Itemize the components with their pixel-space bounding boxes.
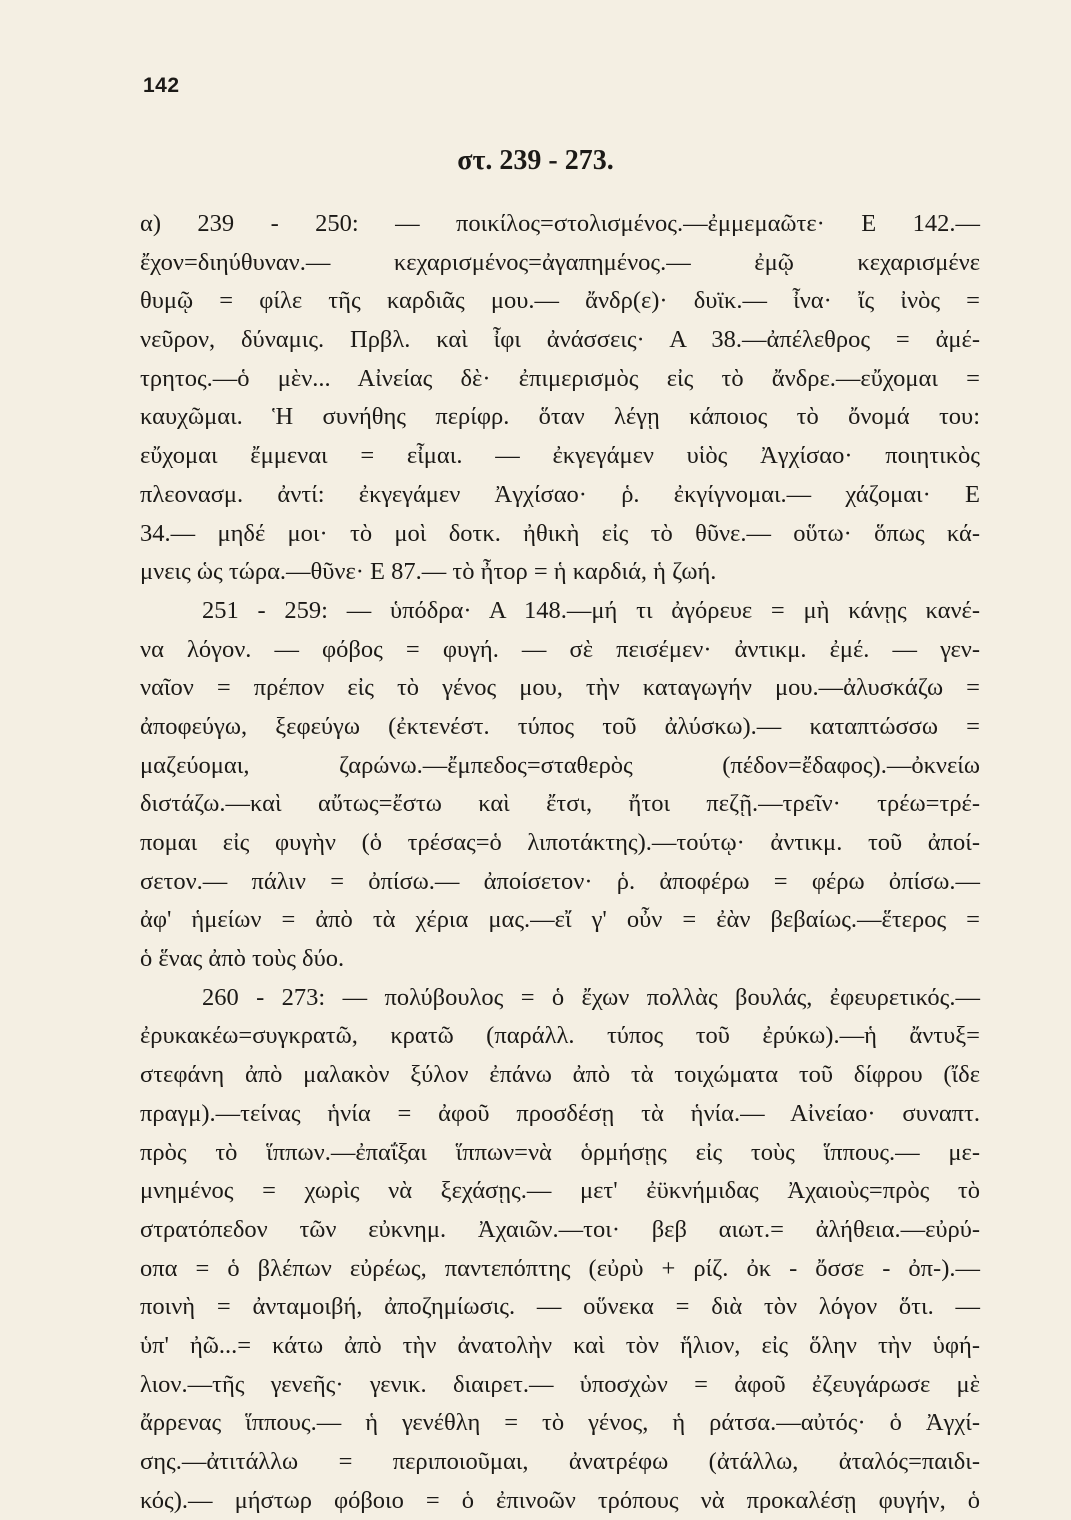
- text-line: νεῦρον, δύναμις. Πρβλ. καὶ ἶφι ἀνάσσεις· Α 38.—ἀπέλεθρος = ἀμέ-: [140, 326, 980, 354]
- text-line: μαζεύομαι, ζαρώνω.—ἔμπεδος=σταθερὸς (πέδον=ἔδαφος).—ὀκνείω: [140, 751, 980, 779]
- text-line: μνημένος = χωρὶς νὰ ξεχάσῃς.— μετ' ἐϋκνήμιδας Ἀχαιοὺς=πρὸς τὸ: [140, 1177, 980, 1205]
- text-line: ποινὴ = ἀνταμοιβή, ἀποζημίωσις. — οὕνεκα = διὰ τὸν λόγον ὅτι. —: [140, 1293, 980, 1321]
- text-line: καυχῶμαι. Ἡ συνήθης περίφρ. ὅταν λέγῃ κάποιος τὸ ὄνομά του:: [140, 403, 980, 431]
- text-line: διστάζω.—καὶ αὔτως=ἔστω καὶ ἔτσι, ἤτοι πεζῇ.—τρεῖν· τρέω=τρέ-: [140, 790, 980, 818]
- text-line: μνεις ὡς τώρα.—θῦνε· Ε 87.— τὸ ἦτορ = ἡ καρδιά, ἡ ζωή.: [140, 558, 717, 586]
- text-line: ἐρυκακέω=συγκρατῶ, κρατῶ (παράλλ. τύπος τοῦ ἐρύκω).—ἡ ἄντυξ=: [140, 1022, 980, 1050]
- text-line: οπα = ὁ βλέπων εὐρέως, παντεπόπτης (εὐρὺ + ρίζ. ὀκ - ὄσσε - ὀπ-).—: [140, 1254, 980, 1282]
- text-line: να λόγον. — φόβος = φυγή. — σὲ πεισέμεν· ἀντικμ. ἐμέ. — γεν-: [140, 635, 980, 663]
- text-line: α) 239 - 250: — ποικίλος=στολισμένος.—ἐμμεμαῶτε· Ε 142.—: [140, 210, 980, 237]
- text-line: θυμῷ = φίλε τῆς καρδιᾶς μου.— ἄνδρ(ε)· δυϊκ.— ἶνα· ἴς ἰνὸς =: [140, 287, 980, 315]
- text-line: εὔχομαι ἔμμεναι = εἶμαι. — ἐκγεγάμεν υἱὸς Ἀγχίσαο· ποιητικὸς: [140, 442, 980, 470]
- text-line: στρατόπεδον τῶν εὐκνημ. Ἀχαιῶν.—τοι· βεβ αιωτ.= ἀλήθεια.—εὐρύ-: [140, 1215, 980, 1243]
- text-line: ἀποφεύγω, ξεφεύγω (ἐκτενέστ. τύπος τοῦ ἀλύσκω).— καταπτώσσω =: [140, 712, 980, 740]
- text-line: τρητος.—ὁ μὲν... Αἰνείας δὲ· ἐπιμερισμὸς εἰς τὸ ἄνδρε.—εὔχομαι =: [140, 364, 980, 392]
- text-line: πρὸς τὸ ἵππων.—ἐπαΐξαι ἵππων=νὰ ὁρμήσῃς εἰς τοὺς ἵππους.— με-: [140, 1138, 980, 1166]
- page-number: 142: [143, 74, 180, 97]
- text-line: κός).— μήστωρ φόβοιο = ὁ ἐπινοῶν τρόπους νὰ προκαλέσῃ φυγήν, ὁ: [140, 1486, 980, 1514]
- text-line: ἀφ' ἡμείων = ἀπὸ τὰ χέρια μας.—εἴ γ' οὖν = ἐὰν βεβαίως.—ἕτερος =: [140, 906, 980, 934]
- text-line: 34.— μηδέ μοι· τὸ μοὶ δοτκ. ἠθικὴ εἰς τὸ θῦνε.— οὕτω· ὅπως κά-: [140, 519, 980, 547]
- text-line: ἔχον=διηύθυναν.— κεχαρισμένος=ἀγαπημένος.— ἐμῷ κεχαρισμένε: [140, 248, 980, 276]
- text-line: 260 - 273: — πολύβουλος = ὁ ἔχων πολλὰς βουλάς, ἐφευρετικός.—: [202, 983, 980, 1011]
- text-line: ἄρρενας ἵππους.— ἡ γενέθλη = τὸ γένος, ἡ ράτσα.—αὐτός· ὁ Ἀγχί-: [140, 1409, 980, 1437]
- text-line: 251 - 259: — ὑπόδρα· Α 148.—μή τι ἀγόρευε = μὴ κάνῃς κανέ-: [202, 596, 980, 624]
- text-line: πραγμ).—τείνας ἡνία = ἀφοῦ προσδέσῃ τὰ ἡνία.— Αἰνείαο· συναπτ.: [140, 1099, 980, 1127]
- text-line: ὑπ' ἠῶ...= κάτω ἀπὸ τὴν ἀνατολὴν καὶ τὸν ἥλιον, εἰς ὅλην τὴν ὑφή-: [140, 1331, 980, 1359]
- text-line: πομαι εἰς φυγὴν (ὁ τρέσας=ὁ λιποτάκτης).—τούτῳ· ἀντικμ. τοῦ ἀποί-: [140, 829, 980, 856]
- text-line: στεφάνη ἀπὸ μαλακὸν ξύλον ἐπάνω ἀπὸ τὰ τοιχώματα τοῦ δίφρου (ἴδε: [140, 1061, 980, 1089]
- text-line: ὁ ἕνας ἀπὸ τοὺς δύο.: [140, 945, 345, 973]
- section-title: στ. 239 - 273.: [457, 145, 614, 176]
- text-line: σης.—ἀτιτάλλω = περιποιοῦμαι, ἀνατρέφω (ἀτάλλω, ἀταλός=παιδι-: [140, 1448, 980, 1475]
- text-line: λιον.—τῆς γενεῆς· γενικ. διαιρετ.— ὑποσχὼν = ἀφοῦ ἐζευγάρωσε μὲ: [140, 1370, 980, 1398]
- text-line: σετον.— πάλιν = ὀπίσω.— ἀποίσετον· ῥ. ἀποφέρω = φέρω ὀπίσω.—: [140, 867, 980, 895]
- commentary-body: [140, 205, 980, 1520]
- text-line: ναῖον = πρέπον εἰς τὸ γένος μου, τὴν καταγωγήν μου.—ἀλυσκάζω =: [140, 674, 980, 702]
- text-line: πλεονασμ. ἀντί: ἐκγεγάμεν Ἀγχίσαο· ῥ. ἐκγίγνομαι.— χάζομαι· Ε: [140, 480, 980, 508]
